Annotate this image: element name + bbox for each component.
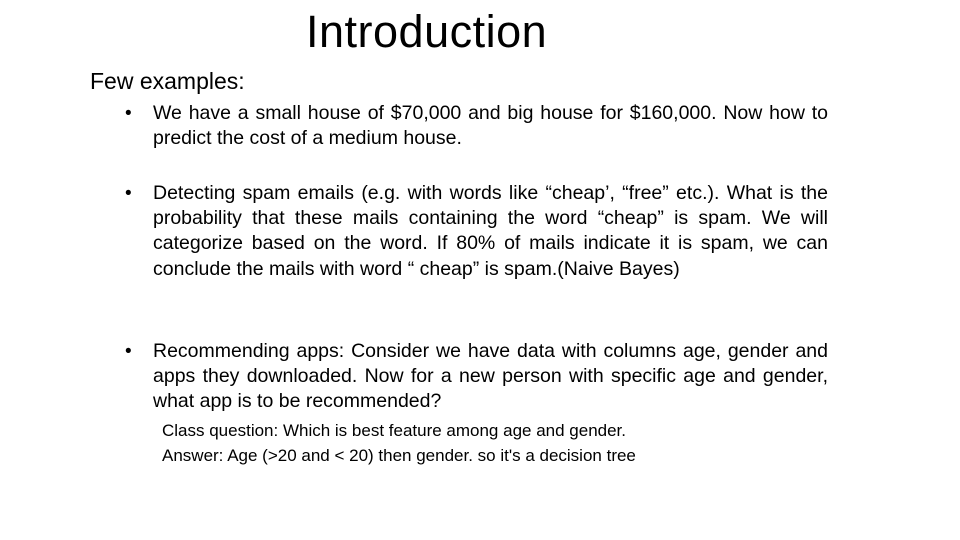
- bullet-dot-icon: •: [125, 183, 132, 204]
- slide-subtitle: Few examples:: [90, 68, 245, 94]
- class-question-note: Class question: Which is best feature among age and gender.: [162, 421, 627, 440]
- answer-note: Answer: Age (>20 and < 20) then gender. so it's a decision tree: [162, 446, 636, 465]
- bullet-item-spam: [125, 181, 828, 282]
- bullet-dot-icon: •: [125, 103, 132, 124]
- bullet-item-recommending-apps: [125, 339, 828, 415]
- bullet-text: Recommending apps: Consider we have data with columns age, gender and apps they downloaded. Now for a new person with specific age and gender, what app is to be recommended?: [153, 340, 828, 413]
- bullet-text: We have a small house of $70,000 and big house for $160,000. Now how to predict the cost of a medium house.: [153, 102, 828, 150]
- slide-title: Introduction: [306, 6, 548, 57]
- bullet-item-house-price: [125, 101, 828, 151]
- bullet-text: Detecting spam emails (e.g. with words like “cheap’, “free” etc.). What is the probability that these mails containing the word “cheap” is spam. We will categorize based on the word. If 80% of mails indicate it is spam, we can conclude the mails with word “ cheap” is spam.(Naive Bayes): [153, 182, 828, 280]
- bullet-dot-icon: •: [125, 341, 132, 362]
